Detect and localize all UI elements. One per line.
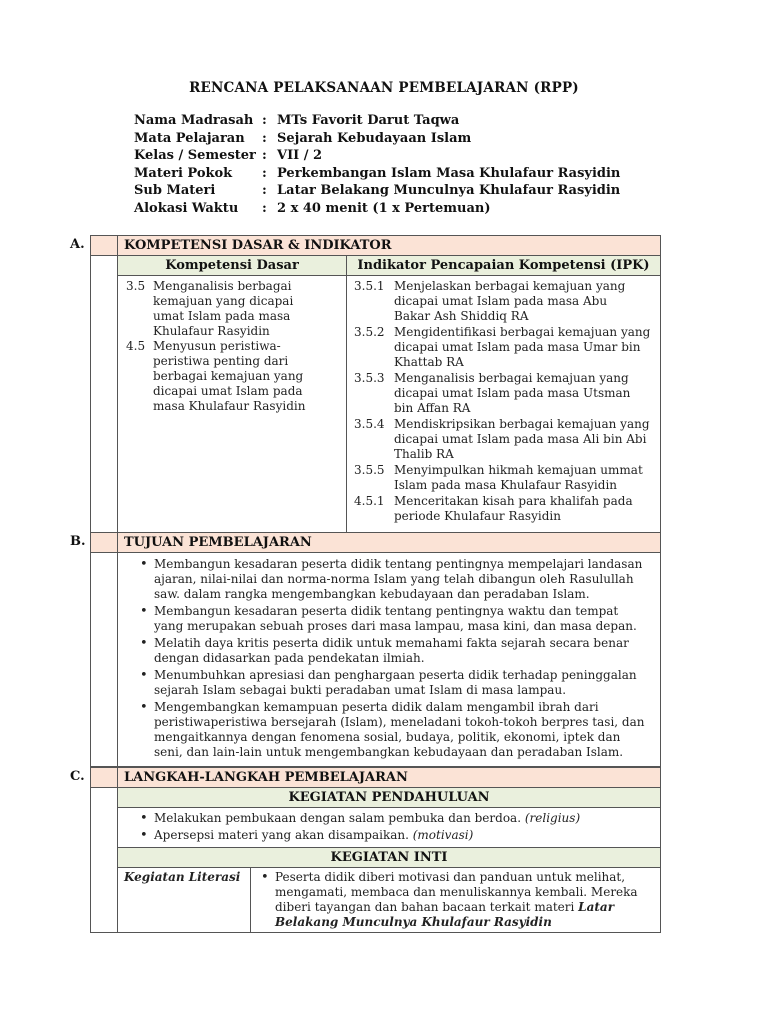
info-value: Perkembangan Islam Masa Khulafaur Rasyidin <box>277 165 621 181</box>
pendahuluan-cell <box>117 807 661 848</box>
column-header-kd: Kompetensi Dasar <box>117 255 347 276</box>
section-heading-cell <box>117 235 661 256</box>
kd-number: 4.5 <box>126 339 146 353</box>
info-row <box>134 147 620 165</box>
ipk-number: 3.5.2 <box>354 325 385 339</box>
section-a <box>70 235 661 533</box>
objectives-cell <box>117 552 661 767</box>
info-colon: : <box>262 200 267 216</box>
blank-cell <box>90 255 118 533</box>
objectives-list <box>134 557 650 760</box>
info-row <box>134 165 620 183</box>
header-marker-cell <box>90 532 118 553</box>
column-header-ipk: Indikator Pencapaian Kompetensi (IPK) <box>346 255 661 276</box>
section-heading: LANGKAH-LANGKAH PEMBELAJARAN <box>124 770 408 785</box>
literasi-list <box>275 870 650 930</box>
section-heading-cell <box>117 532 661 553</box>
list-item: • Menumbuhkan apresiasi dan penghargaan peserta didik terhadap peninggalan sejarah Islam sebagai bukti peradaban umat Islam di masa lampau. <box>154 668 650 698</box>
list-item: • Membangun kesadaran peserta didik tentang pentingnya waktu dan tempat yang merupakan sebuah proses dari masa lampau, masa kini, dan masa depan. <box>154 604 650 634</box>
header-marker-cell <box>90 235 118 256</box>
identity-block <box>134 112 620 217</box>
ipk-item <box>354 494 654 524</box>
list-item: • Melatih daya kritis peserta didik untuk memahami fakta sejarah secara benar dengan didasarkan pada pendekatan ilmiah. <box>154 636 650 666</box>
section-c <box>70 767 661 933</box>
info-value: Latar Belakang Munculnya Khulafaur Rasyidin <box>277 183 621 198</box>
blank-cell <box>90 552 118 767</box>
ipk-item <box>354 279 654 324</box>
info-key: Kelas / Semester <box>134 148 256 163</box>
header-marker-cell <box>90 767 118 788</box>
info-key: Mata Pelajaran <box>134 130 245 146</box>
info-value: 2 x 40 menit (1 x Pertemuan) <box>277 200 491 216</box>
ipk-item <box>354 371 654 416</box>
section-letter: A. <box>70 237 85 252</box>
literasi-emphasis: Latar Belakang Munculnya Khulafaur Rasyidin <box>275 900 615 929</box>
activity-text: Melakukan pembukaan dengan salam pembuka dan berdoa. <box>154 811 525 825</box>
ipk-item <box>354 325 654 370</box>
kd-text: Menyusun peristiwa-peristiwa penting dari berbagai kemajuan yang dicapai umat Islam pada masa Khulafaur Rasyidin <box>153 339 306 413</box>
info-colon: : <box>262 165 267 181</box>
ipk-number: 3.5.4 <box>354 417 385 431</box>
info-colon: : <box>262 148 267 163</box>
info-key: Alokasi Waktu <box>134 200 239 216</box>
subheading-pendahuluan: KEGIATAN PENDAHULUAN <box>117 787 661 808</box>
activity-text: Apersepsi materi yang akan disampaikan. <box>154 828 413 842</box>
ipk-text: Menceritakan kisah para khalifah pada periode Khulafaur Rasyidin <box>394 494 633 523</box>
kd-text: Menganalisis berbagai kemajuan yang dicapai umat Islam pada masa Khulafaur Rasyidin <box>153 279 294 338</box>
character-tag: (motivasi) <box>412 828 474 842</box>
info-row <box>134 200 620 218</box>
literasi-content-cell <box>250 867 661 933</box>
section-letter: B. <box>70 534 86 549</box>
list-item <box>275 870 650 930</box>
list-item: • Membangun kesadaran peserta didik tentang pentingnya mempelajari landasan ajaran, nilai-nilai dan norma-norma Islam yang telah dibangun oleh Rasulullah saw. dalam rangka mengembangkan kebudayaan dan peradaban Islam. <box>154 557 650 602</box>
section-heading: KOMPETENSI DASAR & INDIKATOR <box>124 238 392 253</box>
list-item <box>154 828 650 843</box>
character-tag: (religius) <box>524 811 581 825</box>
info-value: VII / 2 <box>277 148 323 163</box>
ipk-number: 3.5.5 <box>354 463 385 477</box>
info-colon: : <box>262 183 267 198</box>
ipk-text: Menjelaskan berbagai kemajuan yang dicapai umat Islam pada masa Abu Bakar Ash Shiddiq RA <box>394 279 626 323</box>
section-letter: C. <box>70 769 85 784</box>
kd-item <box>126 339 340 414</box>
ipk-number: 4.5.1 <box>354 494 385 508</box>
literasi-label-cell <box>117 867 251 933</box>
ipk-item <box>354 463 654 493</box>
info-key: Materi Pokok <box>134 165 233 181</box>
ipk-number: 3.5.3 <box>354 371 385 385</box>
ipk-text: Menganalisis berbagai kemajuan yang dicapai umat Islam pada masa Utsman bin Affan RA <box>394 371 631 415</box>
literasi-text: Peserta didik diberi motivasi dan panduan untuk melihat, mengamati, membaca dan menuliskannya kembali. Mereka diberi tayangan dan bahan bacaan terkait materi <box>275 870 638 914</box>
info-key: Nama Madrasah <box>134 113 254 128</box>
kd-item <box>126 279 340 339</box>
ipk-text: Menyimpulkan hikmah kemajuan ummat Islam pada masa Khulafaur Rasyidin <box>394 463 643 492</box>
section-b <box>70 532 661 767</box>
ipk-number: 3.5.1 <box>354 279 385 293</box>
info-row <box>134 112 620 130</box>
info-key: Sub Materi <box>134 183 216 198</box>
info-colon: : <box>262 113 267 128</box>
ipk-cell <box>346 275 661 533</box>
ipk-text: Mendiskripsikan berbagai kemajuan yang dicapai umat Islam pada masa Ali bin Abi Thalib RA <box>394 417 650 461</box>
info-row <box>134 130 620 148</box>
info-value: MTs Favorit Darut Taqwa <box>277 113 460 128</box>
kd-number: 3.5 <box>126 279 146 293</box>
info-row <box>134 182 620 200</box>
ipk-text: Mengidentifikasi berbagai kemajuan yang dicapai umat Islam pada masa Umar bin Khattab RA <box>394 325 651 369</box>
literasi-label: Kegiatan Literasi <box>124 870 241 884</box>
info-colon: : <box>262 130 267 146</box>
info-value: Sejarah Kebudayaan Islam <box>277 130 472 146</box>
page-title: RENCANA PELAKSANAAN PEMBELAJARAN (RPP) <box>189 80 579 96</box>
ipk-item <box>354 417 654 462</box>
list-item: • Mengembangkan kemampuan peserta didik dalam mengambil ibrah dari peristiwaperistiwa bersejarah (Islam), meneladani tokoh-tokoh berpres tasi, dan mengaitkannya dengan fenomena sosial, budaya, politik, ekonomi, iptek dan seni, dan lain-lain untuk mengembangkan kebudayaan dan peradaban Islam. <box>154 700 650 760</box>
subheading-inti: KEGIATAN INTI <box>117 847 661 868</box>
section-heading: TUJUAN PEMBELAJARAN <box>124 535 312 550</box>
kd-cell <box>117 275 347 533</box>
pendahuluan-list <box>134 811 650 843</box>
blank-cell <box>90 787 118 933</box>
list-item <box>154 811 650 826</box>
section-heading-cell <box>117 767 661 788</box>
